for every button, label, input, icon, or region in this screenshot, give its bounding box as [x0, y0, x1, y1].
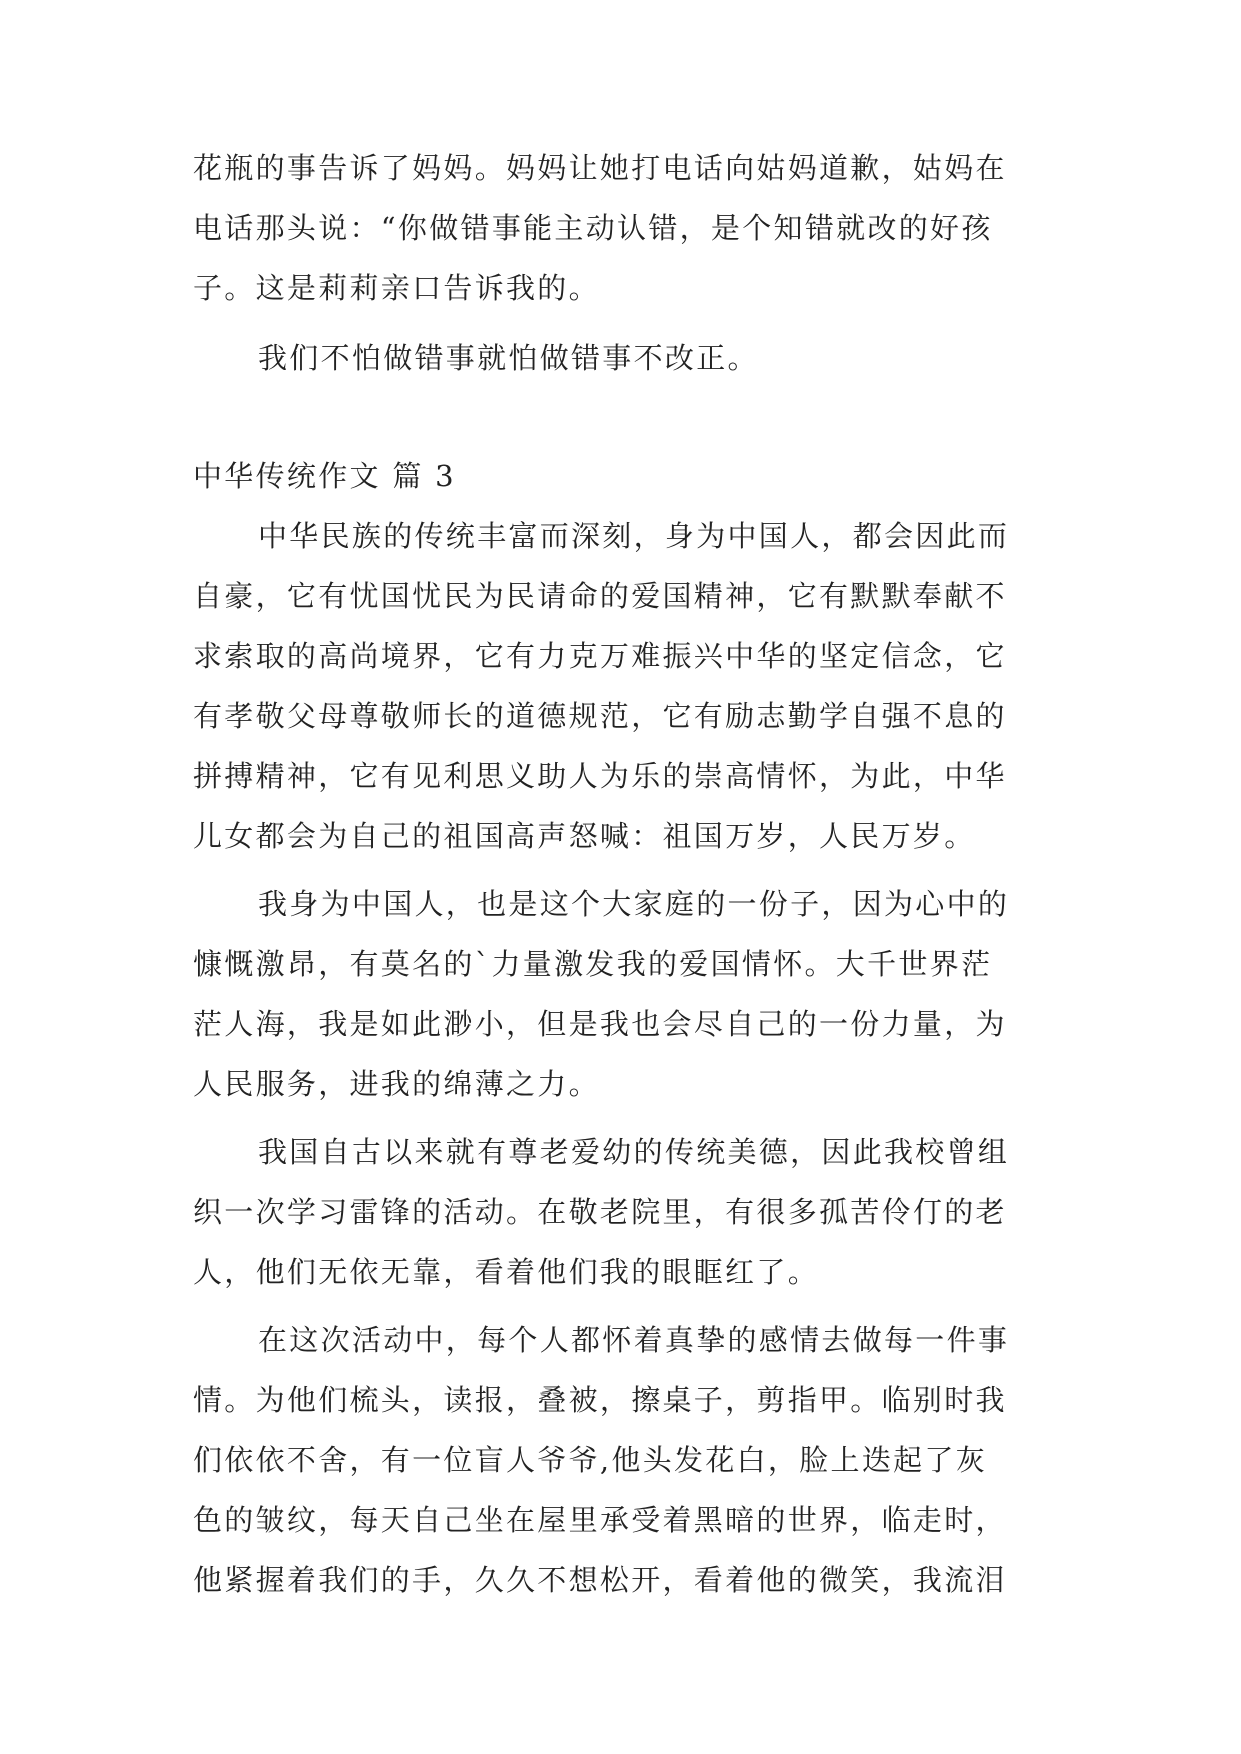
paragraph-line: 自豪，它有忧国忧民为民请命的爱国精神，它有默默奉献不: [193, 579, 1007, 613]
paragraph-line: 织一次学习雷锋的活动。在敬老院里，有很多孤苦伶仃的老: [193, 1195, 1007, 1229]
paragraph-line: 他紧握着我们的手，久久不想松开，看着他的微笑，我流泪: [193, 1563, 1007, 1597]
paragraph-line: 我身为中国人，也是这个大家庭的一份子，因为心中的: [258, 887, 1010, 921]
paragraph-line: 情。为他们梳头，读报，叠被，擦桌子，剪指甲。临别时我: [193, 1383, 1007, 1417]
paragraph-line: 色的皱纹，每天自己坐在屋里承受着黑暗的世界，临走时，: [193, 1503, 1007, 1537]
closing-sentence: 我们不怕做错事就怕做错事不改正。: [258, 341, 759, 375]
paragraph-line: 儿女都会为自己的祖国高声怒喊：祖国万岁，人民万岁。: [193, 819, 976, 853]
paragraph-line: 在这次活动中，每个人都怀着真挚的感情去做每一件事: [258, 1323, 1010, 1357]
paragraph-line: 人民服务，进我的绵薄之力。: [193, 1067, 600, 1101]
paragraph-line: 中华民族的传统丰富而深刻，身为中国人，都会因此而: [258, 519, 1010, 553]
paragraph-line: 有孝敬父母尊敬师长的道德规范，它有励志勤学自强不息的: [193, 699, 1007, 733]
paragraph-line: 们依依不舍，有一位盲人爷爷,他头发花白，脸上迭起了灰: [193, 1443, 988, 1477]
paragraph-line: 电话那头说：“你做错事能主动认错，是个知错就改的好孩: [193, 211, 993, 245]
paragraph-line: 慷慨激昂，有莫名的`力量激发我的爱国情怀。大千世界茫: [193, 947, 993, 981]
paragraph-line: 求索取的高尚境界，它有力克万难振兴中华的坚定信念，它: [193, 639, 1007, 673]
paragraph-line: 子。这是莉莉亲口告诉我的。: [193, 271, 600, 305]
paragraph-line: 花瓶的事告诉了妈妈。妈妈让她打电话向姑妈道歉，姑妈在: [193, 151, 1007, 185]
paragraph-line: 茫人海，我是如此渺小，但是我也会尽自己的一份力量，为: [193, 1007, 1007, 1041]
section-heading: 中华传统作文 篇 3: [193, 459, 456, 493]
paragraph-line: 人，他们无依无靠，看着他们我的眼眶红了。: [193, 1255, 820, 1289]
paragraph-line: 拼搏精神，它有见利思义助人为乐的崇高情怀，为此，中华: [193, 759, 1007, 793]
paragraph-line: 我国自古以来就有尊老爱幼的传统美德，因此我校曾组: [258, 1135, 1010, 1169]
